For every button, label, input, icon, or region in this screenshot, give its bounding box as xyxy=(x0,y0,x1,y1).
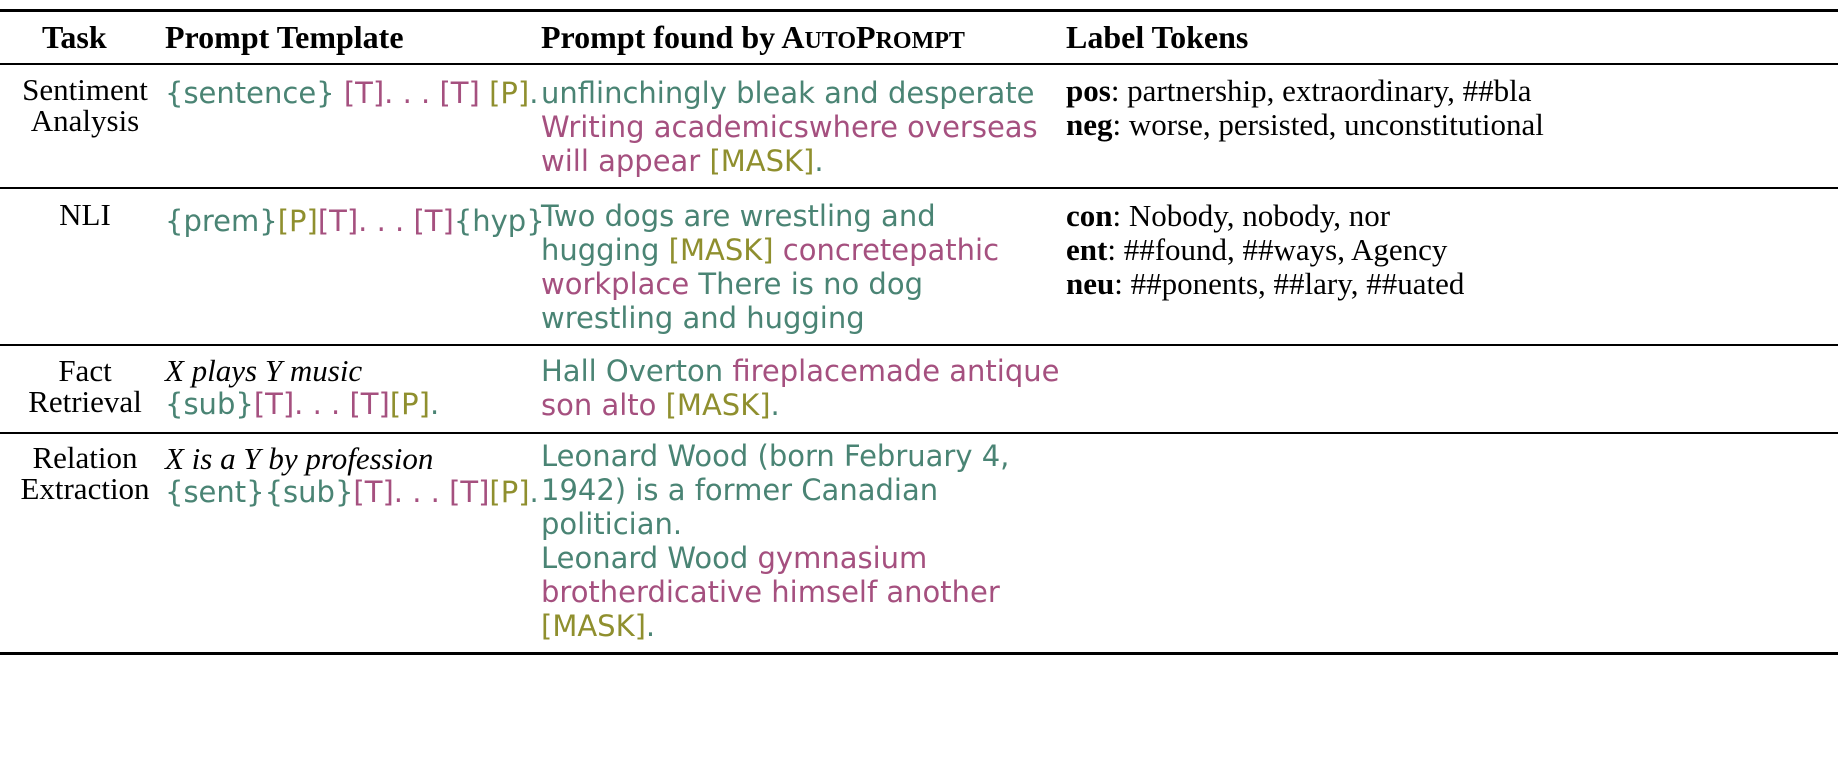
top-rule xyxy=(0,9,1838,12)
template-cell xyxy=(165,73,538,113)
label-key: neg xyxy=(1066,107,1113,142)
found-segment: Two dogs are wrestling and xyxy=(541,199,936,233)
template-cell xyxy=(165,201,545,241)
template-token: {sent} xyxy=(165,475,265,509)
template-token: . xyxy=(429,387,440,421)
labels-cell xyxy=(1066,197,1464,303)
found-segment: wrestling and hugging xyxy=(541,301,865,335)
label-key: pos xyxy=(1066,73,1111,108)
autoprompt-uto: UTO xyxy=(804,28,857,54)
label-key: neu xyxy=(1066,266,1115,301)
label-key: ent xyxy=(1066,232,1108,267)
found-segment: [MASK] xyxy=(541,609,646,643)
template-line xyxy=(165,384,439,424)
template-token: {hyp} xyxy=(453,204,545,238)
found-cell xyxy=(541,196,999,338)
row-rule xyxy=(0,187,1838,189)
autoprompt-p: P xyxy=(856,19,876,55)
header-label-tokens: Label Tokens xyxy=(1066,19,1249,55)
labels-cell xyxy=(1066,72,1544,144)
found-segment: will appear xyxy=(541,144,710,178)
found-cell xyxy=(541,73,1038,181)
task-line: Extraction xyxy=(20,471,150,506)
found-segment: unflinchingly bleak and desperate xyxy=(541,76,1035,110)
autoprompt-a: A xyxy=(781,19,805,55)
header-prompt-found-prefix: Prompt found by xyxy=(541,19,782,55)
task-cell xyxy=(20,196,150,234)
task-cell xyxy=(20,71,150,140)
template-token: [T]. . . [T] xyxy=(343,76,480,110)
task-line: NLI xyxy=(59,197,111,232)
found-segment: politician. xyxy=(541,507,683,541)
found-line xyxy=(541,141,1038,181)
template-token: . xyxy=(529,76,539,110)
found-line xyxy=(541,385,1060,425)
found-segment: workplace xyxy=(541,267,690,301)
task-cell xyxy=(20,439,150,508)
template-token: {prem} xyxy=(165,204,278,238)
found-segment: . xyxy=(814,144,824,178)
template-cell xyxy=(165,440,539,512)
found-segment: 1942) is a former Canadian xyxy=(541,473,939,507)
task-line: Relation xyxy=(32,440,138,475)
label-values: : Nobody, nobody, nor xyxy=(1112,198,1391,233)
label-values: : ##ponents, ##lary, ##uated xyxy=(1114,266,1465,301)
row-rule xyxy=(0,432,1838,434)
label-line xyxy=(1066,265,1464,303)
found-segment: [MASK] xyxy=(665,388,771,422)
label-line xyxy=(1066,197,1464,235)
found-segment: Hall Overton xyxy=(541,354,733,388)
autoprompt-rompt: ROMPT xyxy=(875,28,965,54)
template-line xyxy=(165,472,539,512)
header-task: Task xyxy=(42,19,107,55)
found-segment: fireplacemade antique xyxy=(732,354,1060,388)
template-token: [T]. . . [T] xyxy=(353,475,490,509)
task-line: Retrieval xyxy=(28,384,142,419)
task-line: Fact xyxy=(58,353,112,388)
task-cell xyxy=(20,352,150,421)
row-rule xyxy=(0,344,1838,346)
found-segment: concretepathic xyxy=(773,233,1000,267)
found-segment: Leonard Wood xyxy=(541,541,758,575)
label-line xyxy=(1066,106,1544,144)
template-token: [P] xyxy=(489,475,530,509)
bottom-rule xyxy=(0,652,1838,655)
task-line: Sentiment xyxy=(22,72,148,107)
label-values: : partnership, extraordinary, ##bla xyxy=(1110,73,1532,108)
label-line xyxy=(1066,231,1464,269)
label-key: con xyxy=(1066,198,1113,233)
found-segment: [MASK] xyxy=(709,144,815,178)
task-line: Analysis xyxy=(30,103,140,138)
label-values: : worse, persisted, unconstitutional xyxy=(1112,107,1544,142)
template-italic: X is a Y by profession xyxy=(165,441,434,476)
found-segment: gymnasium xyxy=(757,541,928,575)
found-cell xyxy=(541,351,1060,425)
template-token: {sentence} xyxy=(165,76,335,110)
label-values: : ##found, ##ways, Agency xyxy=(1107,232,1448,267)
header-rule xyxy=(0,63,1838,65)
template-cell xyxy=(165,352,439,424)
template-token: [P] xyxy=(489,76,530,110)
found-segment: brotherdicative himself another xyxy=(541,575,1000,609)
template-italic: X plays Y music xyxy=(165,353,363,388)
found-line xyxy=(541,606,1009,646)
found-segment: . xyxy=(645,609,656,643)
found-segment: son alto xyxy=(541,388,666,422)
template-token: [T]. . . [T] xyxy=(253,387,390,421)
template-token: {sub} xyxy=(165,387,254,421)
found-segment: [MASK] xyxy=(668,233,774,267)
found-segment: . xyxy=(770,388,780,422)
template-token: [P] xyxy=(277,204,318,238)
header-prompt-found xyxy=(541,18,965,60)
template-token: {sub} xyxy=(264,475,354,509)
template-token: [T]. . . [T] xyxy=(317,204,454,238)
found-cell xyxy=(541,436,1009,646)
label-line xyxy=(1066,72,1544,110)
template-token: . xyxy=(529,475,539,509)
found-segment: Writing academicswhere overseas xyxy=(541,110,1038,144)
found-segment: There is no dog xyxy=(689,267,923,301)
found-line xyxy=(541,298,999,338)
found-segment: Leonard Wood (born February 4, xyxy=(541,439,1010,473)
found-segment: hugging xyxy=(541,233,669,267)
template-token: [P] xyxy=(389,387,430,421)
header-prompt-template: Prompt Template xyxy=(165,19,404,55)
